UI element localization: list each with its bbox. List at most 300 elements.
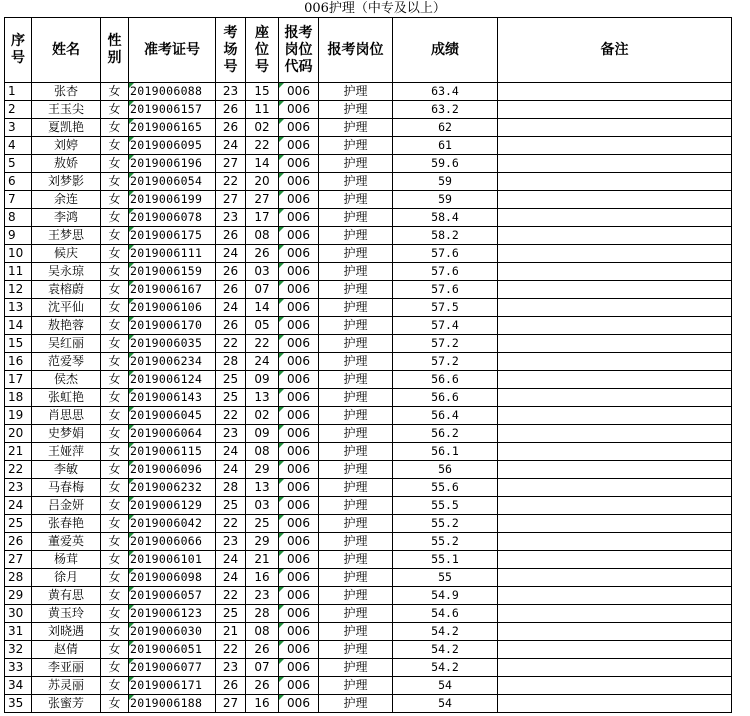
cell-exam-no: 2019006171 (129, 677, 216, 695)
cell-gender: 女 (101, 389, 129, 407)
cell-post: 护理 (319, 623, 393, 641)
cell-post: 护理 (319, 425, 393, 443)
cell-seat: 05 (246, 317, 279, 335)
cell-seat: 02 (246, 119, 279, 137)
cell-room: 27 (216, 155, 246, 173)
cell-post-code: 006 (279, 83, 319, 101)
table-row (5, 407, 732, 425)
cell-remark (498, 227, 732, 245)
cell-score: 57.5 (393, 299, 498, 317)
cell-post-code: 006 (279, 497, 319, 515)
header-seat: 座位号 (246, 18, 279, 83)
cell-post-code: 006 (279, 335, 319, 353)
cell-exam-no: 2019006115 (129, 443, 216, 461)
cell-name: 张春艳 (32, 515, 101, 533)
cell-room: 24 (216, 299, 246, 317)
cell-name: 史梦娟 (32, 425, 101, 443)
cell-gender: 女 (101, 407, 129, 425)
cell-post: 护理 (319, 83, 393, 101)
cell-post-code: 006 (279, 425, 319, 443)
cell-name: 王娅萍 (32, 443, 101, 461)
cell-remark (498, 623, 732, 641)
cell-gender: 女 (101, 227, 129, 245)
cell-seat: 09 (246, 425, 279, 443)
cell-score: 57.6 (393, 263, 498, 281)
cell-post: 护理 (319, 191, 393, 209)
cell-gender: 女 (101, 83, 129, 101)
cell-seq: 16 (5, 353, 32, 371)
cell-seq: 21 (5, 443, 32, 461)
cell-seq: 13 (5, 299, 32, 317)
cell-post-code: 006 (279, 461, 319, 479)
cell-remark (498, 479, 732, 497)
cell-seq: 3 (5, 119, 32, 137)
cell-room: 26 (216, 281, 246, 299)
cell-seq: 24 (5, 497, 32, 515)
cell-gender: 女 (101, 551, 129, 569)
cell-score: 56.6 (393, 389, 498, 407)
cell-room: 25 (216, 605, 246, 623)
cell-seq: 11 (5, 263, 32, 281)
cell-post: 护理 (319, 155, 393, 173)
cell-remark (498, 353, 732, 371)
cell-seq: 26 (5, 533, 32, 551)
cell-room: 26 (216, 101, 246, 119)
cell-seat: 24 (246, 353, 279, 371)
cell-name: 李亚丽 (32, 659, 101, 677)
cell-score: 55.2 (393, 533, 498, 551)
cell-remark (498, 101, 732, 119)
cell-score: 56.2 (393, 425, 498, 443)
cell-room: 28 (216, 353, 246, 371)
cell-seat: 26 (246, 677, 279, 695)
cell-score: 54.2 (393, 641, 498, 659)
cell-post-code: 006 (279, 389, 319, 407)
cell-room: 26 (216, 317, 246, 335)
cell-room: 22 (216, 335, 246, 353)
cell-score: 57.6 (393, 245, 498, 263)
cell-post: 护理 (319, 659, 393, 677)
table-row (5, 695, 732, 713)
cell-room: 24 (216, 137, 246, 155)
cell-seq: 6 (5, 173, 32, 191)
cell-name: 李鸿 (32, 209, 101, 227)
cell-remark (498, 641, 732, 659)
cell-post: 护理 (319, 101, 393, 119)
cell-gender: 女 (101, 371, 129, 389)
cell-score: 61 (393, 137, 498, 155)
cell-post: 护理 (319, 533, 393, 551)
cell-remark (498, 677, 732, 695)
cell-post-code: 006 (279, 101, 319, 119)
cell-gender: 女 (101, 335, 129, 353)
cell-room: 24 (216, 551, 246, 569)
cell-score: 59 (393, 191, 498, 209)
table-row (5, 569, 732, 587)
cell-seq: 4 (5, 137, 32, 155)
cell-gender: 女 (101, 173, 129, 191)
cell-seat: 09 (246, 371, 279, 389)
cell-post-code: 006 (279, 569, 319, 587)
cell-remark (498, 137, 732, 155)
cell-seat: 11 (246, 101, 279, 119)
cell-name: 敖艳蓉 (32, 317, 101, 335)
header-seq: 序号 (5, 18, 32, 83)
cell-remark (498, 389, 732, 407)
cell-seq: 35 (5, 695, 32, 713)
cell-score: 55.5 (393, 497, 498, 515)
cell-seq: 28 (5, 569, 32, 587)
cell-seq: 12 (5, 281, 32, 299)
cell-name: 夏凯艳 (32, 119, 101, 137)
cell-exam-no: 2019006159 (129, 263, 216, 281)
cell-seq: 10 (5, 245, 32, 263)
cell-seq: 18 (5, 389, 32, 407)
cell-seat: 28 (246, 605, 279, 623)
cell-score: 57.6 (393, 281, 498, 299)
table-row (5, 551, 732, 569)
cell-name: 吕金妍 (32, 497, 101, 515)
cell-score: 62 (393, 119, 498, 137)
cell-post-code: 006 (279, 515, 319, 533)
table-row (5, 137, 732, 155)
cell-gender: 女 (101, 587, 129, 605)
table-row (5, 389, 732, 407)
cell-remark (498, 371, 732, 389)
cell-room: 25 (216, 389, 246, 407)
cell-score: 55.2 (393, 515, 498, 533)
cell-remark (498, 191, 732, 209)
table-row (5, 371, 732, 389)
cell-gender: 女 (101, 353, 129, 371)
cell-gender: 女 (101, 461, 129, 479)
cell-score: 54 (393, 677, 498, 695)
cell-room: 25 (216, 497, 246, 515)
cell-seat: 07 (246, 659, 279, 677)
cell-gender: 女 (101, 263, 129, 281)
cell-seq: 32 (5, 641, 32, 659)
cell-score: 59.6 (393, 155, 498, 173)
cell-exam-no: 2019006167 (129, 281, 216, 299)
cell-remark (498, 533, 732, 551)
cell-room: 26 (216, 119, 246, 137)
table-row (5, 83, 732, 101)
cell-exam-no: 2019006175 (129, 227, 216, 245)
cell-seat: 08 (246, 227, 279, 245)
table-row (5, 299, 732, 317)
cell-post: 护理 (319, 119, 393, 137)
cell-remark (498, 173, 732, 191)
header-room: 考场号 (216, 18, 246, 83)
cell-seq: 1 (5, 83, 32, 101)
table-row (5, 317, 732, 335)
cell-seq: 30 (5, 605, 32, 623)
cell-remark (498, 317, 732, 335)
cell-room: 22 (216, 173, 246, 191)
cell-post-code: 006 (279, 227, 319, 245)
cell-post: 护理 (319, 605, 393, 623)
table-row (5, 677, 732, 695)
cell-score: 57.2 (393, 353, 498, 371)
cell-exam-no: 2019006078 (129, 209, 216, 227)
cell-gender: 女 (101, 119, 129, 137)
cell-name: 董爱英 (32, 533, 101, 551)
cell-remark (498, 335, 732, 353)
cell-exam-no: 2019006042 (129, 515, 216, 533)
cell-score: 54 (393, 695, 498, 713)
cell-room: 26 (216, 263, 246, 281)
cell-exam-no: 2019006066 (129, 533, 216, 551)
cell-gender: 女 (101, 101, 129, 119)
cell-room: 26 (216, 227, 246, 245)
cell-remark (498, 443, 732, 461)
cell-gender: 女 (101, 533, 129, 551)
cell-exam-no: 2019006129 (129, 497, 216, 515)
cell-post: 护理 (319, 137, 393, 155)
cell-post-code: 006 (279, 695, 319, 713)
header-score: 成绩 (393, 18, 498, 83)
cell-seq: 14 (5, 317, 32, 335)
cell-room: 24 (216, 569, 246, 587)
cell-remark (498, 587, 732, 605)
header-remark: 备注 (498, 18, 732, 83)
cell-score: 59 (393, 173, 498, 191)
cell-gender: 女 (101, 155, 129, 173)
table-row (5, 227, 732, 245)
cell-post: 护理 (319, 335, 393, 353)
cell-post: 护理 (319, 317, 393, 335)
table-row (5, 173, 732, 191)
cell-post: 护理 (319, 209, 393, 227)
cell-post: 护理 (319, 443, 393, 461)
cell-post: 护理 (319, 245, 393, 263)
cell-seat: 14 (246, 155, 279, 173)
cell-seat: 08 (246, 443, 279, 461)
cell-remark (498, 299, 732, 317)
cell-remark (498, 461, 732, 479)
cell-post-code: 006 (279, 605, 319, 623)
cell-post: 护理 (319, 587, 393, 605)
cell-name: 刘晓遇 (32, 623, 101, 641)
cell-name: 敖娇 (32, 155, 101, 173)
cell-remark (498, 83, 732, 101)
cell-post-code: 006 (279, 173, 319, 191)
cell-exam-no: 2019006051 (129, 641, 216, 659)
cell-score: 54.9 (393, 587, 498, 605)
cell-room: 23 (216, 425, 246, 443)
cell-seat: 21 (246, 551, 279, 569)
cell-exam-no: 2019006165 (129, 119, 216, 137)
cell-score: 54.2 (393, 623, 498, 641)
cell-post-code: 006 (279, 137, 319, 155)
cell-remark (498, 119, 732, 137)
cell-gender: 女 (101, 641, 129, 659)
table-row (5, 605, 732, 623)
cell-post-code: 006 (279, 371, 319, 389)
cell-seq: 19 (5, 407, 32, 425)
table-row (5, 245, 732, 263)
table-row (5, 659, 732, 677)
cell-post: 护理 (319, 569, 393, 587)
cell-post: 护理 (319, 371, 393, 389)
cell-name: 刘梦影 (32, 173, 101, 191)
cell-room: 22 (216, 515, 246, 533)
cell-post-code: 006 (279, 443, 319, 461)
cell-name: 李敏 (32, 461, 101, 479)
cell-remark (498, 659, 732, 677)
cell-remark (498, 551, 732, 569)
cell-score: 56.4 (393, 407, 498, 425)
cell-score: 57.4 (393, 317, 498, 335)
cell-score: 55.6 (393, 479, 498, 497)
cell-post: 护理 (319, 461, 393, 479)
cell-gender: 女 (101, 191, 129, 209)
cell-score: 55 (393, 569, 498, 587)
cell-gender: 女 (101, 281, 129, 299)
cell-exam-no: 2019006232 (129, 479, 216, 497)
cell-post-code: 006 (279, 623, 319, 641)
cell-exam-no: 2019006111 (129, 245, 216, 263)
cell-exam-no: 2019006101 (129, 551, 216, 569)
header-post-code: 报考岗位代码 (279, 18, 319, 83)
table-row (5, 209, 732, 227)
table-row (5, 155, 732, 173)
cell-name: 马春梅 (32, 479, 101, 497)
cell-post: 护理 (319, 263, 393, 281)
table-row (5, 263, 732, 281)
cell-gender: 女 (101, 443, 129, 461)
table-row (5, 335, 732, 353)
cell-post-code: 006 (279, 533, 319, 551)
cell-post-code: 006 (279, 299, 319, 317)
cell-room: 26 (216, 677, 246, 695)
cell-gender: 女 (101, 479, 129, 497)
cell-remark (498, 425, 732, 443)
cell-seat: 29 (246, 533, 279, 551)
cell-name: 沈平仙 (32, 299, 101, 317)
cell-score: 54.2 (393, 659, 498, 677)
cell-post: 护理 (319, 695, 393, 713)
table-row (5, 101, 732, 119)
table-row (5, 443, 732, 461)
cell-seat: 22 (246, 137, 279, 155)
cell-seat: 27 (246, 191, 279, 209)
table-row (5, 497, 732, 515)
cell-post-code: 006 (279, 245, 319, 263)
cell-name: 杨茸 (32, 551, 101, 569)
cell-name: 范爱琴 (32, 353, 101, 371)
cell-seq: 27 (5, 551, 32, 569)
cell-seq: 23 (5, 479, 32, 497)
cell-seat: 25 (246, 515, 279, 533)
cell-room: 23 (216, 209, 246, 227)
cell-post: 护理 (319, 299, 393, 317)
cell-name: 侯杰 (32, 371, 101, 389)
cell-name: 黄有思 (32, 587, 101, 605)
cell-room: 28 (216, 479, 246, 497)
cell-exam-no: 2019006045 (129, 407, 216, 425)
cell-seq: 8 (5, 209, 32, 227)
cell-room: 23 (216, 83, 246, 101)
results-table (4, 17, 732, 713)
header-gender: 性别 (101, 18, 129, 83)
cell-post-code: 006 (279, 479, 319, 497)
cell-exam-no: 2019006064 (129, 425, 216, 443)
cell-room: 21 (216, 623, 246, 641)
cell-seq: 20 (5, 425, 32, 443)
cell-post-code: 006 (279, 659, 319, 677)
cell-score: 56 (393, 461, 498, 479)
cell-seq: 17 (5, 371, 32, 389)
cell-post-code: 006 (279, 191, 319, 209)
cell-seat: 14 (246, 299, 279, 317)
cell-gender: 女 (101, 569, 129, 587)
table-row (5, 191, 732, 209)
cell-name: 余连 (32, 191, 101, 209)
header-exam-no: 准考证号 (129, 18, 216, 83)
cell-remark (498, 605, 732, 623)
cell-gender: 女 (101, 245, 129, 263)
cell-seat: 16 (246, 695, 279, 713)
table-row (5, 623, 732, 641)
header-name: 姓名 (32, 18, 101, 83)
cell-post: 护理 (319, 281, 393, 299)
cell-post-code: 006 (279, 641, 319, 659)
cell-score: 58.4 (393, 209, 498, 227)
cell-post: 护理 (319, 389, 393, 407)
cell-room: 22 (216, 587, 246, 605)
cell-name: 肖思思 (32, 407, 101, 425)
cell-room: 23 (216, 659, 246, 677)
cell-name: 候庆 (32, 245, 101, 263)
cell-score: 63.2 (393, 101, 498, 119)
cell-exam-no: 2019006088 (129, 83, 216, 101)
cell-exam-no: 2019006143 (129, 389, 216, 407)
cell-exam-no: 2019006157 (129, 101, 216, 119)
cell-post-code: 006 (279, 551, 319, 569)
cell-remark (498, 155, 732, 173)
cell-post: 护理 (319, 173, 393, 191)
cell-post: 护理 (319, 227, 393, 245)
table-row (5, 119, 732, 137)
cell-seq: 29 (5, 587, 32, 605)
cell-gender: 女 (101, 209, 129, 227)
cell-name: 苏灵丽 (32, 677, 101, 695)
cell-exam-no: 2019006054 (129, 173, 216, 191)
cell-gender: 女 (101, 317, 129, 335)
cell-post-code: 006 (279, 677, 319, 695)
cell-exam-no: 2019006095 (129, 137, 216, 155)
cell-post-code: 006 (279, 119, 319, 137)
cell-remark (498, 695, 732, 713)
cell-remark (498, 407, 732, 425)
cell-score: 63.4 (393, 83, 498, 101)
cell-seq: 2 (5, 101, 32, 119)
cell-seat: 13 (246, 479, 279, 497)
cell-score: 58.2 (393, 227, 498, 245)
cell-seq: 9 (5, 227, 32, 245)
cell-seat: 13 (246, 389, 279, 407)
cell-gender: 女 (101, 425, 129, 443)
cell-name: 张蜜芳 (32, 695, 101, 713)
cell-seq: 31 (5, 623, 32, 641)
cell-score: 54.6 (393, 605, 498, 623)
cell-exam-no: 2019006170 (129, 317, 216, 335)
cell-seat: 15 (246, 83, 279, 101)
cell-seat: 16 (246, 569, 279, 587)
cell-seq: 15 (5, 335, 32, 353)
cell-exam-no: 2019006188 (129, 695, 216, 713)
